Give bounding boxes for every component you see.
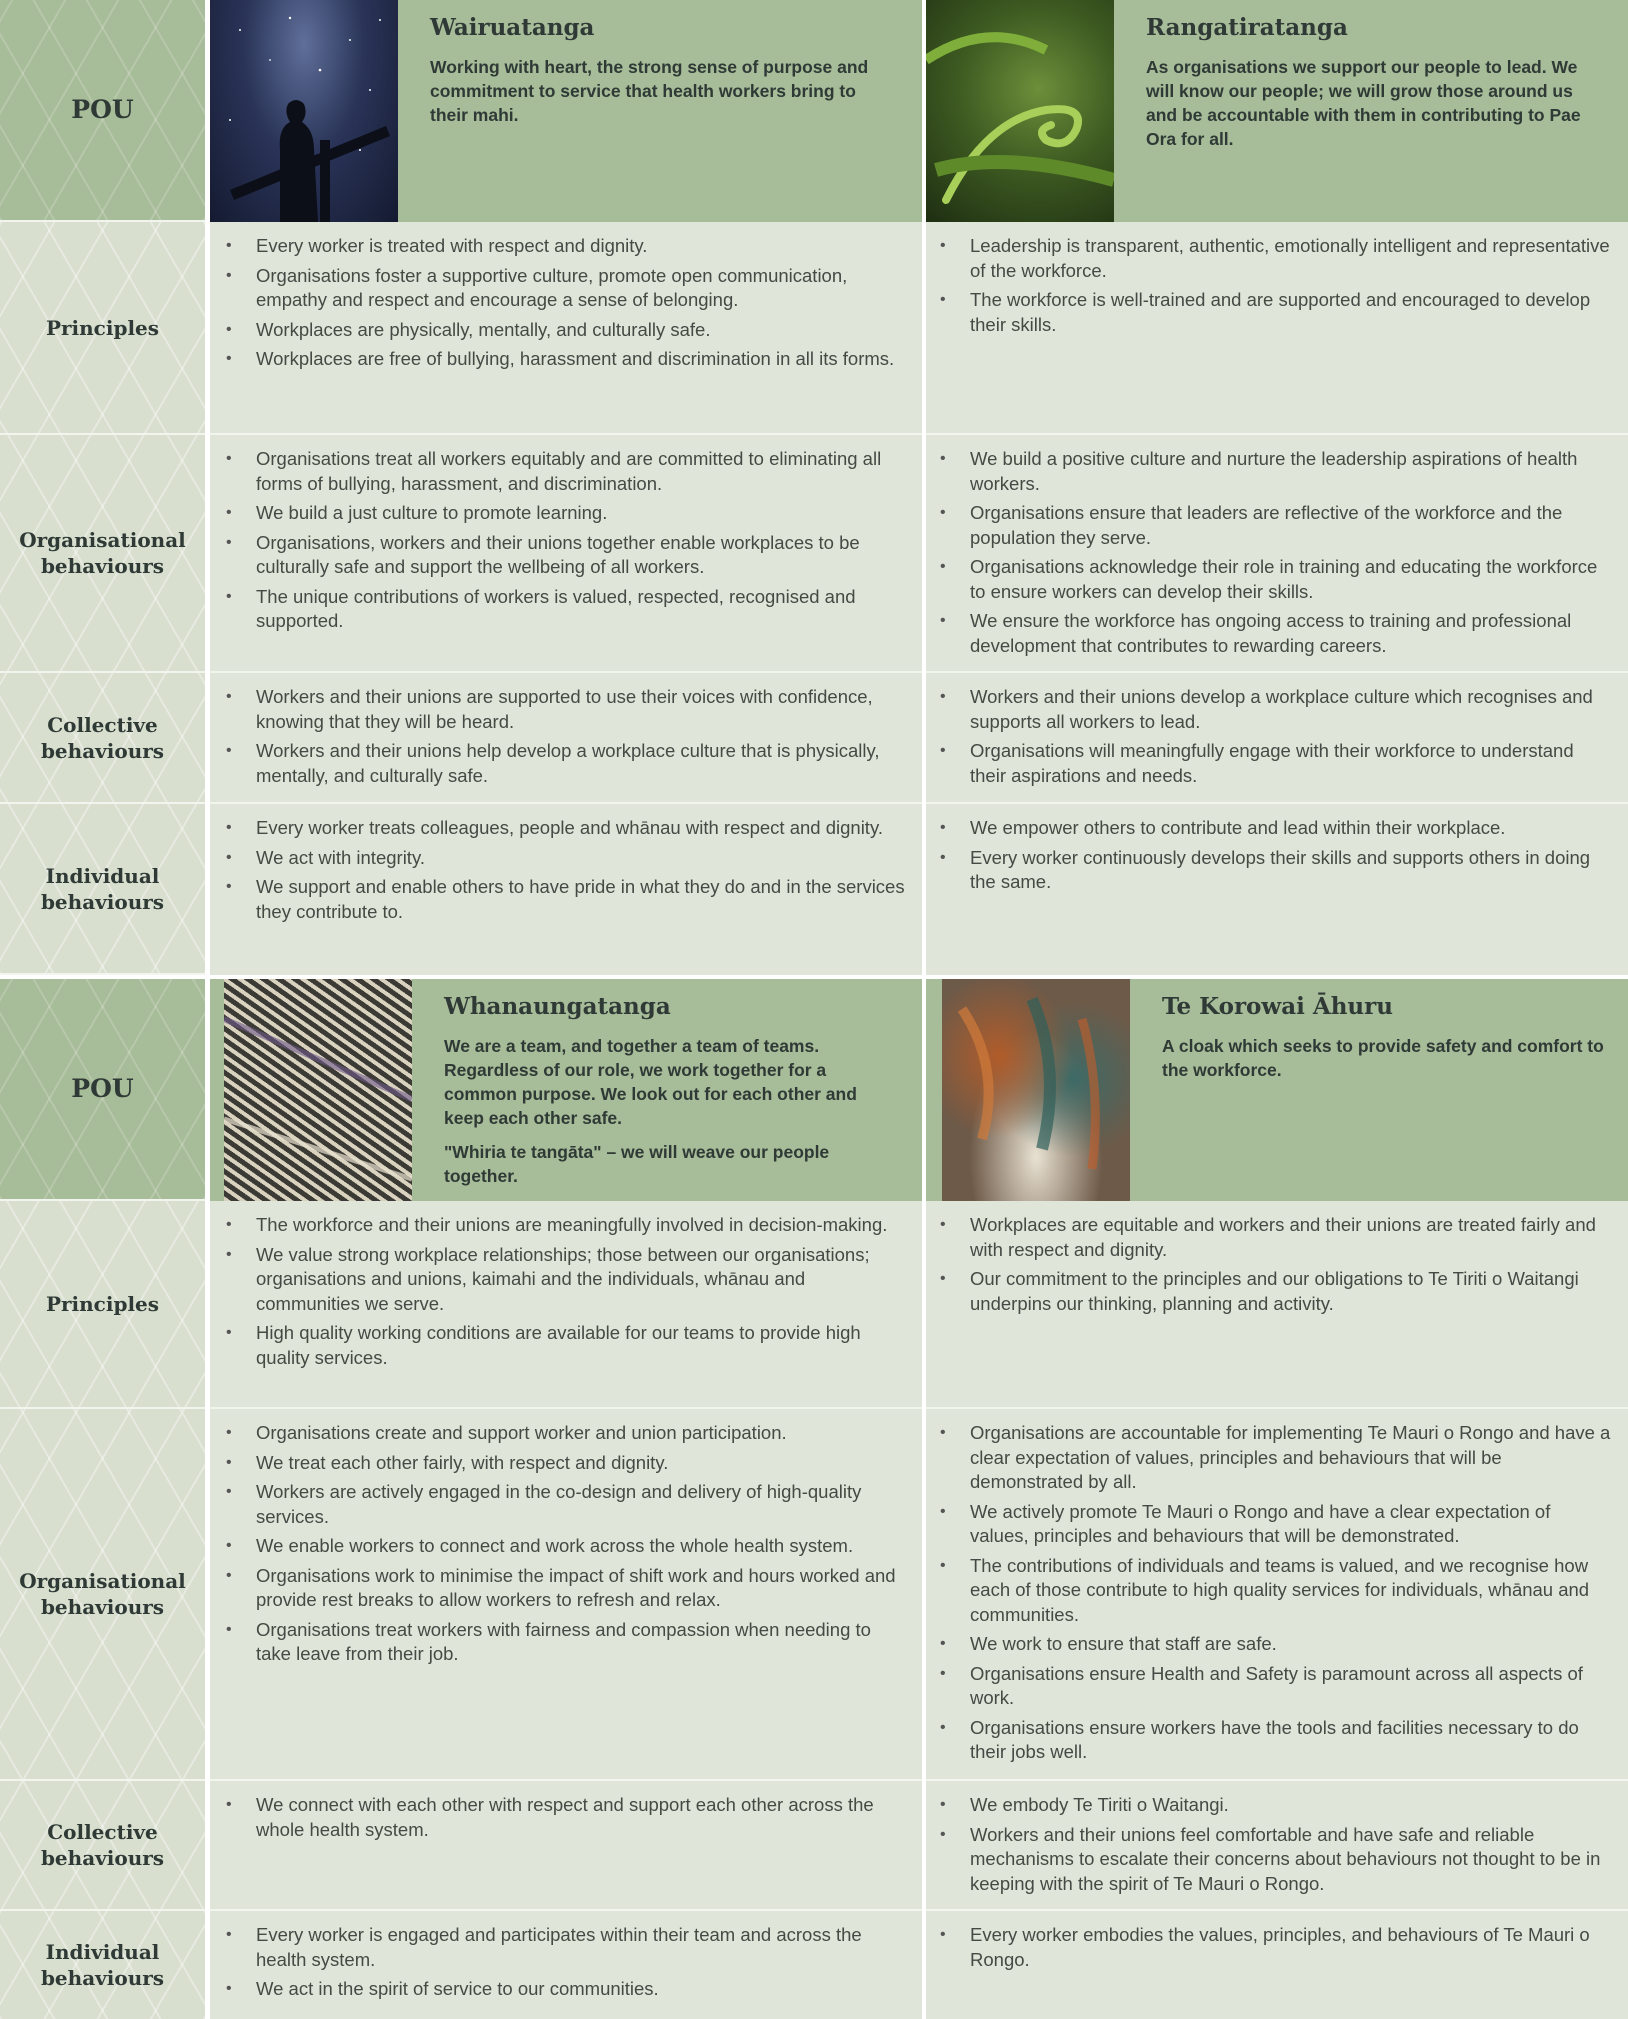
list-item: • We act with integrity. [226,846,906,871]
pou-header [210,0,922,222]
list-item: • We actively promote Te Mauri o Rongo and have a clear expectation of values, principles and behaviours that will be demonstrated. [940,1500,1612,1549]
list-item: • High quality working conditions are available for our teams to provide high quality services. [226,1321,906,1370]
silhouette-figure-icon [210,0,398,222]
organisational-label: Organisational behaviours [0,1409,205,1781]
collective-label: Collective behaviours [0,673,205,804]
list-item: • Organisations treat all workers equitably and are committed to eliminating all forms of bullying, harassment, and discrimination. [226,447,906,496]
list-item: • We work to ensure that staff are safe. [940,1632,1612,1657]
list-item: • We build a just culture to promote learning. [226,501,906,526]
koru-fern-icon [926,0,1114,222]
list-item: • Every worker embodies the values, principles, and behaviours of Te Mauri o Rongo. [940,1923,1612,1972]
feather-cloak-photo [942,979,1130,1201]
list-item: • We treat each other fairly, with respect and dignity. [226,1451,906,1476]
list-item: • Workers and their unions feel comfortable and have safe and reliable mechanisms to escalate their concerns about behaviours not thought to be in keeping with the spirit of Te Mauri o Rongo. [940,1823,1612,1897]
list-item: • Organisations ensure workers have the tools and facilities necessary to do their jobs well. [940,1716,1612,1765]
list-item: • Workplaces are equitable and workers and their unions are treated fairly and with respect and dignity. [940,1213,1612,1262]
principles-cell [210,222,922,435]
list-item: • Organisations ensure Health and Safety is paramount across all aspects of work. [940,1662,1612,1711]
collective-cell [210,673,922,804]
pou-label: POU [0,979,205,1201]
pou-description: We are a team, and together a team of teams. Regardless of our role, we work together for a common purpose. We look out for each other and keep each other safe. [444,1036,857,1128]
list-item: • We embody Te Tiriti o Waitangi. [940,1793,1612,1818]
pou-description: Working with heart, the strong sense of purpose and commitment to service that health workers bring to their mahi. [430,57,869,125]
list-item: • Every worker continuously develops their skills and supports others in doing the same. [940,846,1612,895]
individual-cell [210,1911,922,2019]
principles-cell [926,222,1628,435]
individual-label: Individual behaviours [0,804,205,975]
pou-title: Te Korowai Āhuru [1162,993,1393,1020]
principles-cell [210,1201,922,1409]
list-item: • We connect with each other with respect and support each other across the whole health system. [226,1793,906,1842]
principles-cell [926,1201,1628,1409]
pou-header [210,979,922,1201]
pou-label: POU [0,0,205,222]
list-item: • The unique contributions of workers is valued, respected, recognised and supported. [226,585,906,634]
pou-wairuatanga-column [210,0,922,975]
list-item: • We support and enable others to have pride in what they do and in the services they contribute to. [226,875,906,924]
woven-flax-photo [224,979,412,1201]
pou-title: Rangatiratanga [1146,14,1348,41]
collective-cell [926,673,1628,804]
organisational-cell [926,435,1628,673]
pou-description: A cloak which seeks to provide safety and comfort to the workforce. [1162,1036,1604,1080]
list-item: • Organisations, workers and their unions together enable workplaces to be culturally safe and support the wellbeing of all workers. [226,531,906,580]
list-item: • Organisations acknowledge their role in training and educating the workforce to ensure workers can develop their skills. [940,555,1612,604]
list-item: • Every worker is engaged and participates within their team and across the health system. [226,1923,906,1972]
list-item: • Every worker is treated with respect and dignity. [226,234,906,259]
list-item: • We empower others to contribute and lead within their workplace. [940,816,1612,841]
list-item: • Organisations foster a supportive culture, promote open communication, empathy and respect and encourage a sense of belonging. [226,264,906,313]
row-label-column [0,0,205,975]
organisational-cell [210,1409,922,1781]
weave-pattern-icon [224,979,412,1201]
list-item: • Our commitment to the principles and our obligations to Te Tiriti o Waitangi underpins our thinking, planning and activity. [940,1267,1612,1316]
pou-description: As organisations we support our people to lead. We will know our people; we will grow those around us and be accountable with them in contributing to Pae Ora for all. [1146,57,1581,149]
feather-icon [942,979,1130,1201]
list-item: • Organisations treat workers with fairness and compassion when needing to take leave from their job. [226,1618,906,1667]
list-item: • Organisations are accountable for implementing Te Mauri o Rongo and have a clear expectation of values, principles and behaviours that will be demonstrated by all. [940,1421,1612,1495]
section-bottom [0,979,1628,2019]
individual-cell [926,1911,1628,2019]
individual-label: Individual behaviours [40,1940,165,1990]
list-item: • Organisations ensure that leaders are reflective of the workforce and the population they serve. [940,501,1612,550]
organisational-label: Organisational behaviours [0,435,205,673]
pou-header [926,0,1628,222]
collective-label: Collective behaviours [0,1781,205,1911]
list-item: • Organisations will meaningfully engage with their workforce to understand their aspirations and needs. [940,739,1612,788]
pou-title: Wairuatanga [430,14,595,41]
organisational-cell [210,435,922,673]
row-label-column [0,979,205,2019]
principles-label: Principles [0,1201,205,1409]
starry-sky-photo [210,0,398,222]
list-item: • We ensure the workforce has ongoing access to training and professional development that contributes to rewarding careers. [940,609,1612,658]
pou-whakatauki: "Whiria te tangāta" – we will weave our people together. [444,1142,830,1186]
pou-te-korowai-ahuru-column [926,979,1628,2019]
list-item: • Workers and their unions are supported to use their voices with confidence, knowing that they will be heard. [226,685,906,734]
list-item: • We build a positive culture and nurture the leadership aspirations of health workers. [940,447,1612,496]
list-item: • Workers and their unions develop a workplace culture which recognises and supports all workers to lead. [940,685,1612,734]
collective-cell [210,1781,922,1911]
pou-header [926,979,1628,1201]
list-item: • Organisations create and support worker and union participation. [226,1421,906,1446]
pou-title: Whanaungatanga [444,993,671,1020]
list-item: • We enable workers to connect and work across the whole health system. [226,1534,906,1559]
list-item: • Every worker treats colleagues, people and whānau with respect and dignity. [226,816,906,841]
list-item: • The contributions of individuals and teams is valued, and we recognise how each of those contribute to high quality services for individuals, whānau and communities. [940,1554,1612,1628]
list-item: • Workers and their unions help develop a workplace culture that is physically, mentally, and culturally safe. [226,739,906,788]
list-item: • The workforce and their unions are meaningfully involved in decision-making. [226,1213,906,1238]
list-item: • Leadership is transparent, authentic, emotionally intelligent and representative of the workforce. [940,234,1612,283]
pou-whanaungatanga-column [210,979,922,2019]
fern-frond-photo [926,0,1114,222]
organisational-cell [926,1409,1628,1781]
individual-cell [926,804,1628,975]
pou-rangatiratanga-column [926,0,1628,975]
principles-label: Principles [0,222,205,435]
individual-cell [210,804,922,975]
section-top [0,0,1628,975]
list-item: • We act in the spirit of service to our communities. [226,1977,906,2002]
collective-cell [926,1781,1628,1911]
list-item: • The workforce is well-trained and are supported and encouraged to develop their skills. [940,288,1612,337]
list-item: • Workplaces are free of bullying, harassment and discrimination in all its forms. [226,347,906,372]
list-item: • Organisations work to minimise the impact of shift work and hours worked and provide rest breaks to allow workers to refresh and relax. [226,1564,906,1613]
list-item: • Workers are actively engaged in the co-design and delivery of high-quality services. [226,1480,906,1529]
list-item: • Workplaces are physically, mentally, and culturally safe. [226,318,906,343]
list-item: • We value strong workplace relationships; those between our organisations; organisations and unions, kaimahi and the individuals, whānau and communities we serve. [226,1243,906,1317]
